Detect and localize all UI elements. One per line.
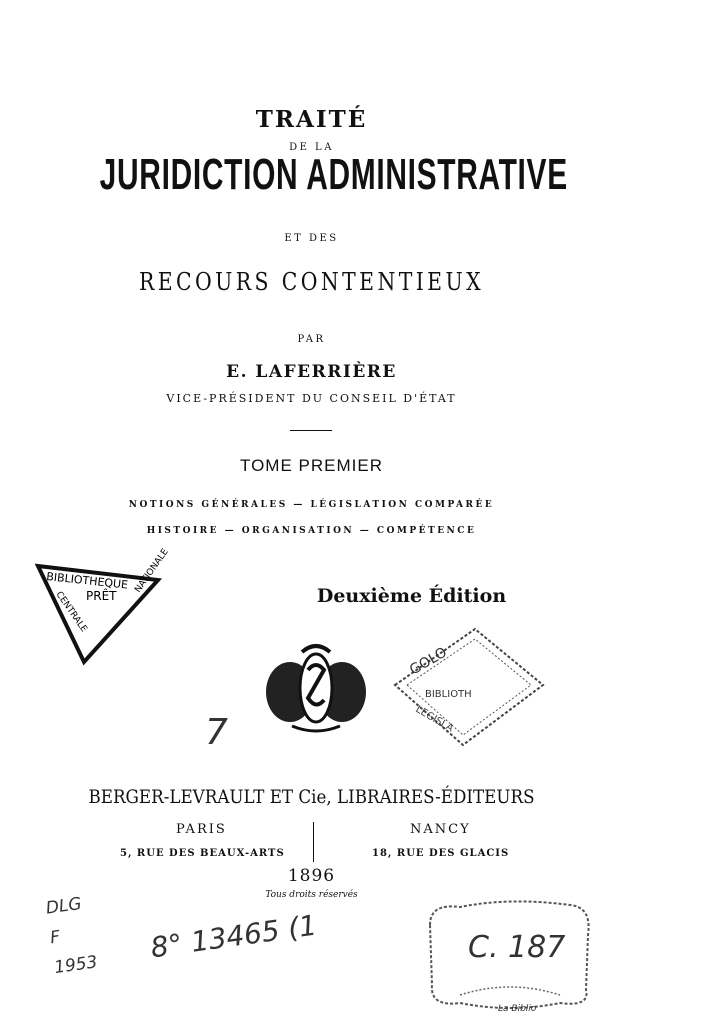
svg-text:CENTRALE: CENTRALE: [53, 589, 89, 635]
divider-vertical: [313, 822, 314, 862]
handwritten-shelfmark: 8° 13465 (1: [148, 908, 319, 965]
library-stamp-triangle: [34, 547, 171, 668]
svg-text:NATIONALE: NATIONALE: [133, 547, 171, 595]
title-line-et-des: ET DES: [284, 233, 339, 244]
title-line-de-la: DE LA: [289, 142, 334, 153]
publisher-emblem: [262, 640, 370, 736]
svg-text:BIBLIOTHEQUE: BIBLIOTHEQUE: [45, 570, 129, 592]
library-stamp-diamond: [385, 625, 550, 750]
main-title: JURIDICTION ADMINISTRATIVE: [99, 150, 568, 199]
handwritten-mark: 7: [205, 712, 228, 753]
subtitle: RECOURS CONTENTIEUX: [138, 268, 484, 296]
city-nancy: NANCY: [410, 822, 471, 837]
address-nancy: 18, RUE DES GLACIS: [372, 848, 510, 859]
cartouche-label: La Biblio: [498, 1004, 537, 1014]
divider: [290, 430, 332, 431]
rights-notice: Tous droits réservés: [265, 890, 358, 900]
year: 1896: [287, 866, 336, 886]
handwritten-margin-note: DLG F 1953: [44, 893, 99, 979]
title-line-traite: TRAITÉ: [255, 106, 368, 133]
volume-label: TOME PREMIER: [240, 456, 383, 475]
svg-text:GOLO: GOLO: [407, 644, 450, 679]
topics-line-2: HISTOIRE — ORGANISATION — COMPÉTENCE: [146, 526, 477, 536]
topics-line-1: NOTIONS GÉNÉRALES — LÉGISLATION COMPARÉE: [128, 500, 495, 510]
address-paris: 5, RUE DES BEAUX-ARTS: [120, 848, 285, 859]
handwritten-cote: C. 187: [468, 930, 566, 965]
svg-text:PRÊT: PRÊT: [86, 589, 117, 603]
publisher-name: BERGER-LEVRAULT ET Cie, LIBRAIRES-ÉDITEURS: [88, 786, 535, 808]
author-role: VICE-PRÉSIDENT DU CONSEIL D'ÉTAT: [166, 392, 457, 405]
author-name: E. LAFERRIÈRE: [226, 362, 397, 382]
svg-text:BIBLIOTH: BIBLIOTH: [425, 689, 472, 700]
edition: Deuxième Édition: [316, 585, 507, 607]
author-by: PAR: [297, 334, 326, 345]
city-paris: PARIS: [176, 822, 227, 837]
svg-text:LEGISLA: LEGISLA: [413, 704, 456, 735]
